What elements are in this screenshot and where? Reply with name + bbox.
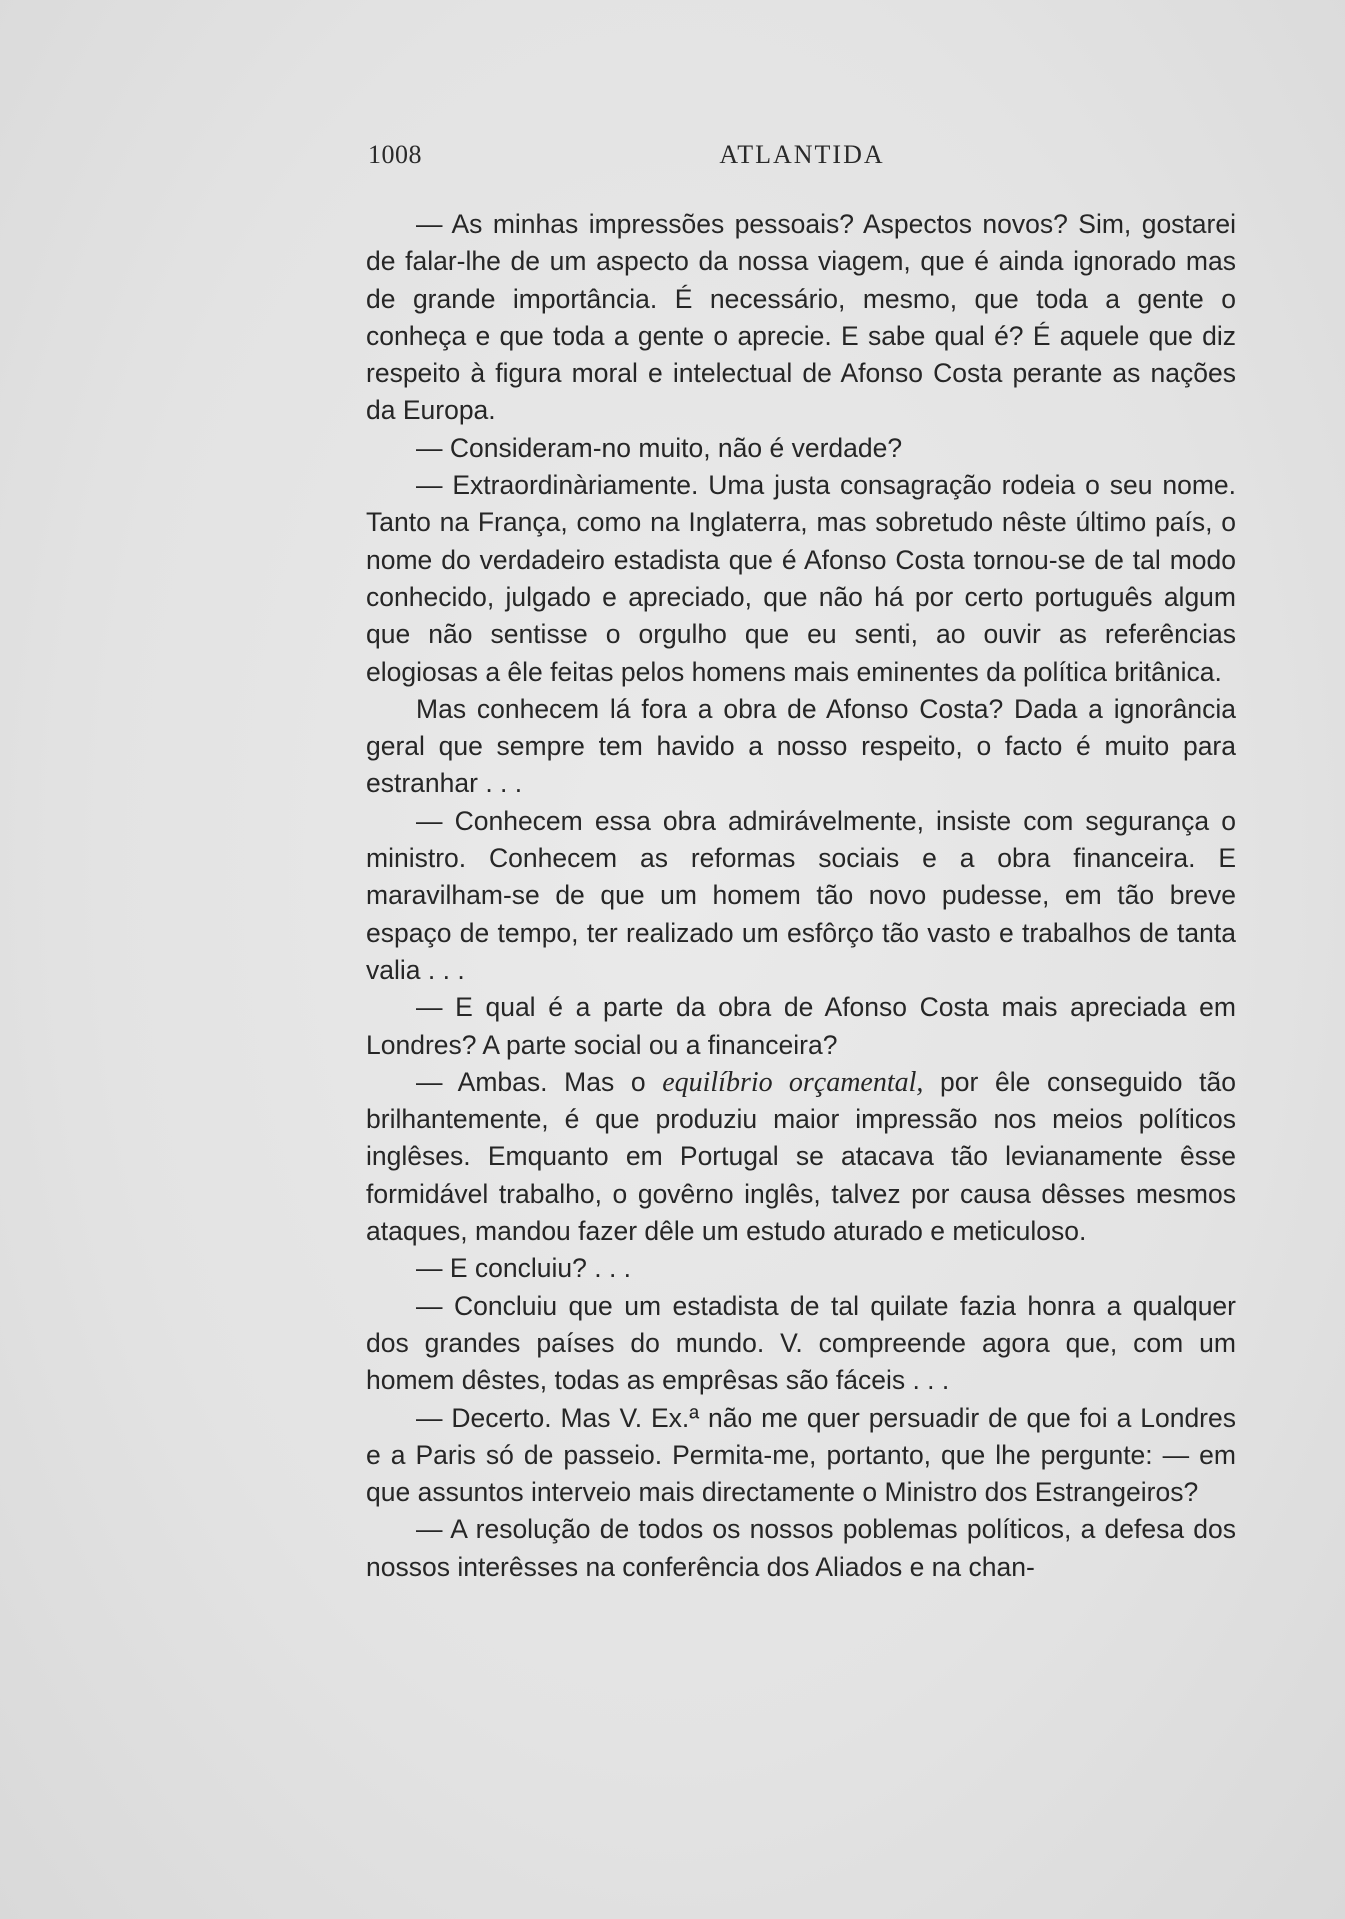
paragraph: — As minhas impressões pessoais? Aspectos novos? Sim, gostarei de falar-lhe de um aspecto da nossa viagem, que é ainda ignorado mas de grande importância. É necessário, mesmo, que toda a gente o conheça e que toda a gente o aprecie. E sabe qual é? É aquele que diz respeito à figura moral e intelectual de Afonso Costa perante as nações da Europa.	[366, 209, 1236, 426]
paragraph: — A resolução de todos os nossos poblemas políticos, a defesa dos nossos interêsses na conferência dos Aliados e na chan-	[366, 1514, 1236, 1582]
body-text	[366, 206, 1236, 1586]
page-number: 1008	[368, 140, 422, 169]
paragraph: — E qual é a parte da obra de Afonso Costa mais apreciada em Londres? A parte social ou a financeira?	[366, 992, 1236, 1060]
paragraph: — Extraordinàriamente. Uma justa consagração rodeia o seu nome. Tanto na França, como na Inglaterra, mas sobretudo nêste último país, o nome do verdadeiro estadista que é Afonso Costa tornou-se de tal modo conhecido, julgado e apreciado, que não há por certo português algum que não sentisse o orgulho que eu senti, ao ouvir as referências elogiosas a êle feitas pelos homens mais eminentes da política britânica.	[366, 470, 1236, 687]
emphasis-text: equilíbrio orçamental,	[662, 1066, 924, 1098]
running-title: ATLANTIDA	[719, 140, 885, 169]
paragraph-text: por êle conseguido tão brilhantemente, é que produziu maior impressão nos meios políticos inglêses. Emquanto em Portugal se atacava tão levianamente êsse formidável trabalho, o govêrno inglês, talvez por causa dêsses mesmos ataques, mandou fazer dêle um estudo aturado e meticuloso.	[366, 1066, 1236, 1247]
paragraph: — Concluiu que um estadista de tal quilate fazia honra a qualquer dos grandes países do mundo. V. compreende agora que, com um homem dêstes, todas as emprêsas são fáceis . . .	[366, 1290, 1236, 1396]
paragraph: — Conhecem essa obra admirávelmente, insiste com segurança o ministro. Conhecem as reformas sociais e a obra financeira. E maravilham-se de que um homem tão novo pudesse, em tão breve espaço de tempo, ter realizado um esfôrço tão vasto e trabalhos de tanta valia . . .	[366, 805, 1236, 985]
paragraph: — Consideram-no muito, não é verdade?	[416, 432, 903, 463]
paragraph	[366, 1064, 1236, 1250]
paragraph-text: — Ambas. Mas o	[416, 1066, 663, 1097]
page-header	[368, 140, 1236, 180]
paragraph: — E concluiu? . . .	[416, 1253, 632, 1284]
paragraph: Mas conhecem lá fora a obra de Afonso Costa? Dada a ignorância geral que sempre tem havido a nosso respeito, o facto é muito para estranhar . . .	[366, 693, 1236, 799]
paragraph: — Decerto. Mas V. Ex.ª não me quer persuadir de que foi a Londres e a Paris só de passeio. Permita-me, portanto, que lhe pergunte: — em que assuntos interveio mais directamente o Ministro dos Estrangeiros?	[366, 1402, 1236, 1508]
